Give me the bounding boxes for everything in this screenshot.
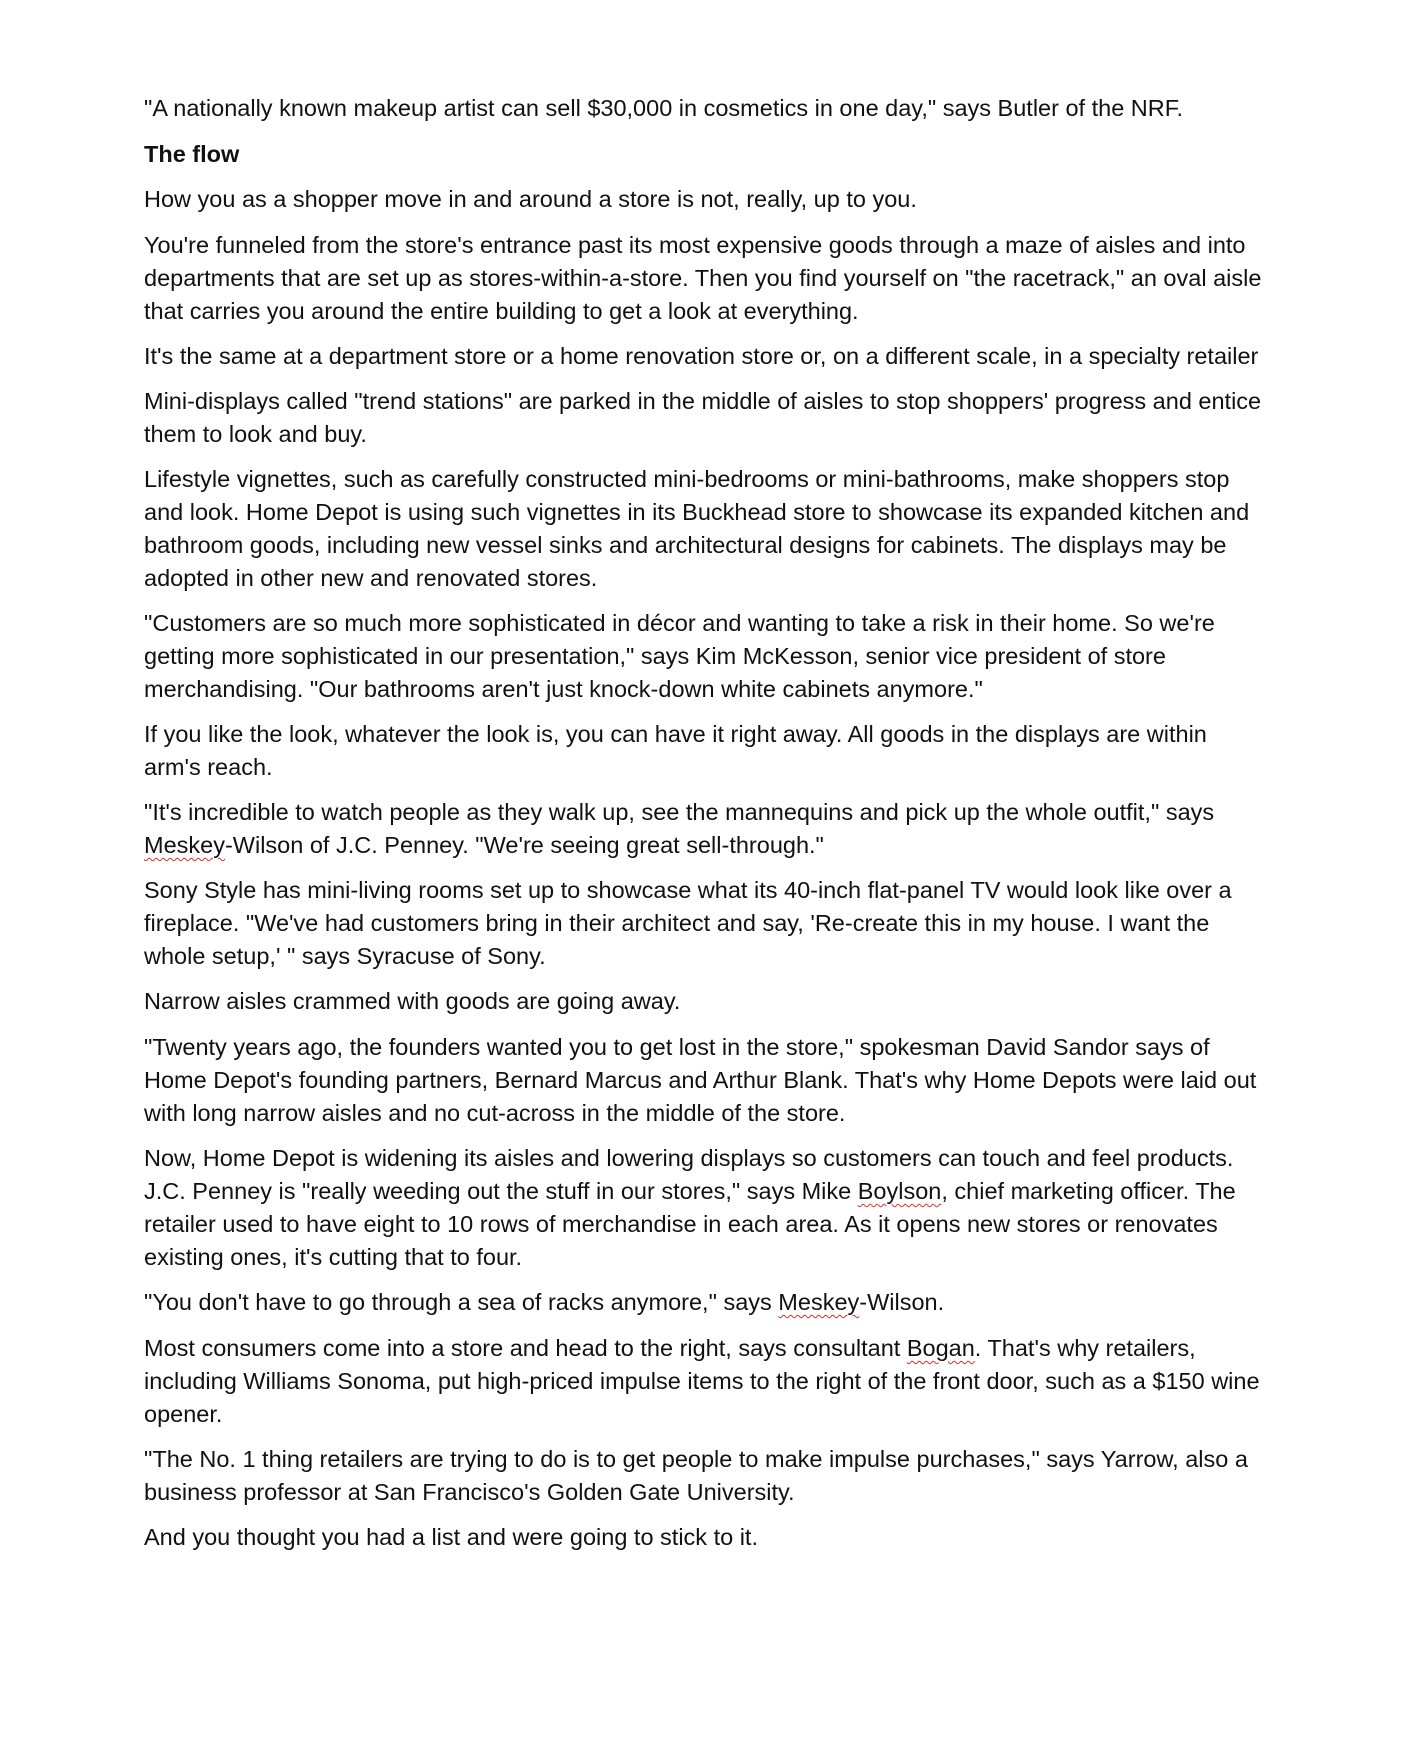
paragraph-15: "The No. 1 thing retailers are trying to do is to get people to make impulse purchases," says Yarrow, also a business professor at San Francisco's Golden Gate University. (144, 1446, 1248, 1505)
paragraph-13-post: -Wilson. (859, 1289, 945, 1315)
paragraph-10: Narrow aisles crammed with goods are going away. (144, 988, 681, 1014)
paragraph-1: How you as a shopper move in and around a store is not, really, up to you. (144, 186, 917, 212)
paragraph-16: And you thought you had a list and were going to stick to it. (144, 1524, 758, 1550)
paragraph-14-post: . That's why retailers, including Williams Sonoma, put high-priced impulse items to the right of the front door, such as a $150 wine opener. (144, 1335, 1260, 1427)
paragraph-14-pre: Most consumers come into a store and head to the right, says consultant (144, 1335, 907, 1361)
paragraph-2: You're funneled from the store's entrance past its most expensive goods through a maze of aisles and into departments that are set up as stores-within-a-store. Then you find yourself on "the racetrack," an oval aisle that carries you around the entire building to get a look at everything. (144, 232, 1262, 324)
paragraph-8 (144, 796, 1264, 862)
paragraph-6: "Customers are so much more sophisticated in décor and wanting to take a risk in their home. So we're getting more sophisticated in our presentation," says Kim McKesson, senior vice president of store merchandising. "Our bathrooms aren't just knock-down white cabinets anymore." (144, 610, 1215, 702)
spelling-flag[interactable]: Meskey (144, 832, 225, 858)
paragraph-12-post: , chief marketing officer. The retailer used to have eight to 10 rows of merchandise in each area. As it opens new stores or renovates existing ones, it's cutting that to four. (144, 1178, 1236, 1270)
paragraph-8-pre: "It's incredible to watch people as they walk up, see the mannequins and pick up the whole outfit," says (144, 799, 1215, 825)
spelling-flag[interactable]: Boylson (857, 1178, 942, 1204)
paragraph-12-pre: Now, Home Depot is widening its aisles and lowering displays so customers can touch and feel products. J.C. Penney is "really weeding out the stuff in our stores," says Mike (144, 1145, 1234, 1204)
paragraph-14 (144, 1332, 1264, 1431)
paragraph-3: It's the same at a department store or a home renovation store or, on a different scale, in a specialty retailer (144, 343, 1259, 369)
spelling-flag[interactable]: Meskey (778, 1289, 860, 1315)
intro-quote: "A nationally known makeup artist can sell $30,000 in cosmetics in one day," says Butler of the NRF. (144, 95, 1184, 121)
paragraph-8-post: -Wilson of J.C. Penney. "We're seeing great sell-through." (224, 832, 824, 858)
paragraph-13-pre: "You don't have to go through a sea of racks anymore," says (144, 1289, 779, 1315)
document-page (144, 92, 1264, 1566)
paragraph-12 (144, 1142, 1264, 1274)
paragraph-11: "Twenty years ago, the founders wanted you to get lost in the store," spokesman David Sandor says of Home Depot's founding partners, Bernard Marcus and Arthur Blank. That's why Home Depots were laid out with long narrow aisles and no cut-across in the middle of the store. (144, 1034, 1257, 1126)
paragraph-5: Lifestyle vignettes, such as carefully constructed mini-bedrooms or mini-bathrooms, make shoppers stop and look. Home Depot is using such vignettes in its Buckhead store to showcase its expanded kitchen and bathroom goods, including new vessel sinks and architectural designs for cabinets. The displays may be adopted in other new and renovated stores. (144, 466, 1250, 591)
paragraph-9: Sony Style has mini-living rooms set up to showcase what its 40-inch flat-panel TV would look like over a fireplace. "We've had customers bring in their architect and say, 'Re-create this in my house. I want the whole setup,' " says Syracuse of Sony. (144, 877, 1232, 969)
paragraph-7: If you like the look, whatever the look is, you can have it right away. All goods in the displays are within arm's reach. (144, 721, 1207, 780)
paragraph-4: Mini-displays called "trend stations" are parked in the middle of aisles to stop shoppers' progress and entice them to look and buy. (144, 388, 1262, 447)
paragraph-13 (144, 1286, 1264, 1319)
section-heading: The flow (144, 141, 240, 167)
spelling-flag[interactable]: Bogan (906, 1335, 975, 1361)
